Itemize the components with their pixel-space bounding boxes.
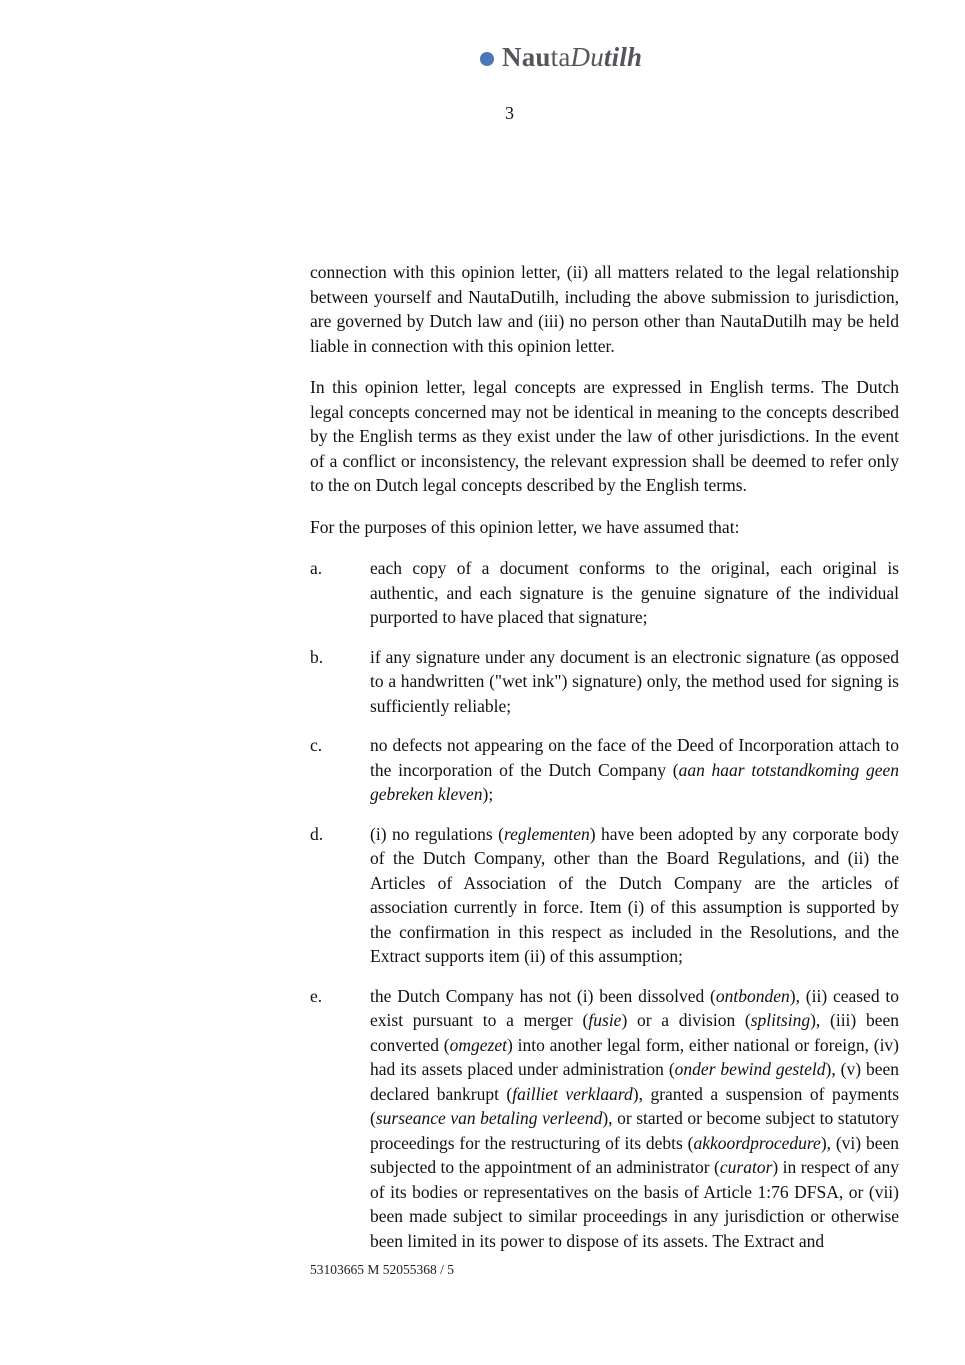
list-item-d — [310, 822, 899, 969]
document-reference-footer: 53103665 M 52055368 / 5 — [310, 1262, 455, 1277]
list-item-label: a. — [310, 558, 323, 578]
list-item-text: no defects not appearing on the face of the Deed of Incorporation attach to the incorporation of the Dutch Company (aan haar totstandkoming geen gebreken kleven); — [370, 735, 899, 804]
list-item-c — [310, 733, 899, 807]
list-item-a — [310, 556, 899, 630]
list-item-e — [310, 984, 899, 1254]
document-body — [310, 260, 899, 1268]
list-item-label: d. — [310, 823, 324, 844]
list-item-label: c. — [310, 735, 323, 755]
list-item-text: the Dutch Company has not (i) been dissolved (ontbonden), (ii) ceased to exist pursuant to a merger (fusie) or a division (splitsing), (iii) been converted (omgezet) into another legal form, either national or foreign, (iv) had its assets placed under administration (onder bewind gesteld), (v) been declared bankrupt (failliet verklaard), granted a suspension of payments (surseance van betaling verleend), or started or become subject to statutory proceedings for the restructuring of its debts (akkoordprocedure), (vi) been subjected to the appointment of an administrator (curator) in respect of any of its bodies or representatives on the basis of Article 1:76 DFSA, or (vii) been made subject to similar proceedings in any jurisdiction or otherwise been limited in its power to dispose of its assets. The Extract and — [370, 985, 900, 1251]
list-item-label: e. — [310, 985, 323, 1006]
page-number: 3 — [505, 103, 514, 123]
paragraph: For the purposes of this opinion letter, we have assumed that: — [310, 516, 740, 537]
paragraph: connection with this opinion letter, (ii) all matters related to the legal relationship between yourself and NautaDutilh, including the above submission to jurisdiction, are governed by Dutch law and (iii) no person other than NautaDutilh may be held liable in connection with this opinion letter. — [310, 262, 899, 356]
logo-wordmark — [502, 42, 642, 73]
logo-part-light: ta — [550, 42, 571, 72]
logo-dot-icon — [480, 52, 494, 66]
list-item-text: if any signature under any document is an electronic signature (as opposed to a handwritten ("wet ink") signature) only, the method used for signing is sufficiently reliable; — [370, 646, 899, 716]
logo-part-bold-italic: tilh — [603, 42, 643, 72]
list-item-label: b. — [310, 646, 324, 667]
list-item-text: each copy of a document conforms to the original, each original is authentic, and each signature is the genuine signature of the individual purported to have placed that signature; — [370, 558, 899, 627]
list-item-b — [310, 645, 899, 719]
logo-part-italic: Du — [570, 42, 604, 72]
list-item-text: (i) no regulations (reglementen) have been adopted by any corporate body of the Dutch Company, other than the Board Regulations, and (ii) the Articles of Association of the Dutch Company are the articles of association currently in force. Item (i) of this assumption is supported by the confirmation in this respect as included in the Resolutions, and the Extract supports item (ii) of this assumption; — [370, 823, 899, 966]
paragraph: In this opinion letter, legal concepts are expressed in English terms. The Dutch legal concepts concerned may not be identical in meaning to the concepts described by the English terms as they exist under the law of other jurisdictions. In the event of a conflict or inconsistency, the relevant expression shall be deemed to refer only to the on Dutch legal concepts described by the English terms. — [310, 377, 899, 495]
logo-part-bold: Nau — [502, 42, 551, 72]
nautadutilh-logo — [480, 42, 642, 73]
